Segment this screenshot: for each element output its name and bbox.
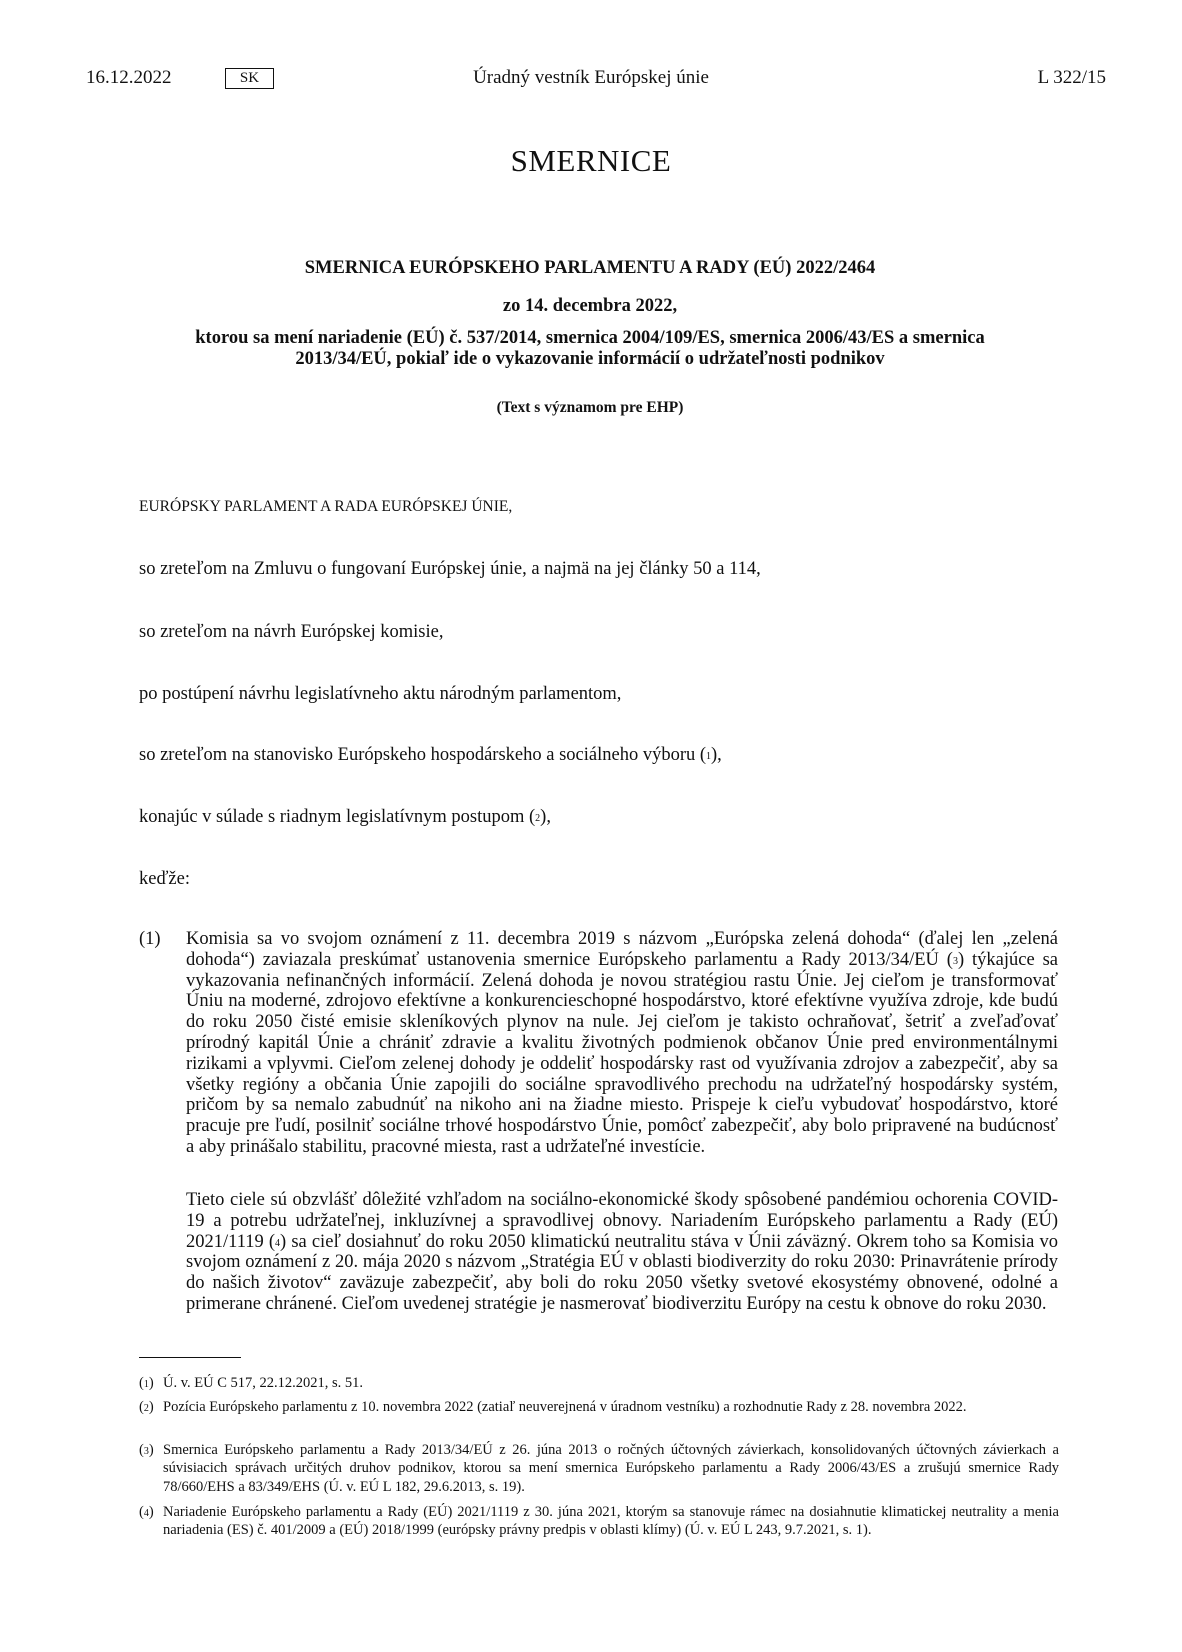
footnote: [139, 1503, 1059, 1540]
recital-paragraph: Komisia sa vo svojom oznámení z 11. decembra 2019 s názvom „Európska zelená dohoda“ (ďalej len „zelená dohoda“) zaviazala preskúmať ustanovenia smernice Európskeho parlamentu a Rady 2013/34/EÚ ($^3$) týkajúce sa vykazovania nefinančných informácií. Zelená dohoda je novou stratégiou rastu Únie. Jej cieľom je transformovať Úniu na moderné, zdrojovo efektívne a konkurencieschopné hospodárstvo, ktoré efektívne využíva zdroje, kde budú do roku 2050 čisté emisie skleníkových plynov na nule. Jej cieľom je takisto ochraňovať, šetriť a zveľaďovať prírodný kapitál Únie a chrániť zdravie a kvalitu životných podmienok občanov Únie pred environmentálnymi rizikami a vplyvmi. Cieľom zelenej dohody je oddeliť hospodársky rast od využívania zdrojov a zabezpečiť, aby sa všetky regióny a občania Únie zapojili do sociálne spravodlivého prechodu na udržateľný hospodársky systém, pričom by sa nemalo zabudnúť na nikoho ani na žiadne miesto. Prispeje k cieľu vybudovať hospodárstvo, ktoré pracuje pre ľudí, posilniť sociálne trhové hospodárstvo Únie, pomôcť zabezpečiť, aby bolo pripravené na budúcnosť a aby prinášalo stabilitu, pracovné miesta, rast a udržateľné investície.: [186, 929, 1058, 1157]
directive-date: zo 14. decembra 2022,: [502, 296, 678, 316]
footnote-ref-3: 3: [952, 955, 958, 967]
directive-subject-line-1: ktorou sa mení nariadenie (EÚ) č. 537/2014, smernica 2004/109/ES, smernica 2006/43/ES a smernica: [195, 328, 985, 348]
header-date: 16.12.2022: [86, 67, 172, 88]
document-type-heading: SMERNICE: [510, 143, 672, 178]
preamble-citation-5: konajúc v súlade s riadnym legislatívnym postupom ($^2$),: [139, 807, 551, 827]
footnote: [139, 1398, 1059, 1416]
footnote-number: ($^1$): [139, 1375, 154, 1391]
footnote-ref-4: 4: [275, 1237, 281, 1249]
footnote-text: Smernica Európskeho parlamentu a Rady 2013/34/EÚ z 26. júna 2013 o ročných účtovných závierkach, konsolidovaných účtovných závierkach a súvisiacich správach určitých druhov podnikov, ktorou sa mení smernica Európskeho parlamentu a Rady 2006/43/ES a zrušujú smernice Rady 78/660/EHS a 83/349/EHS (Ú. v. EÚ L 182, 29.6.2013, s. 19).: [163, 1442, 1059, 1495]
footnote: [139, 1374, 1059, 1392]
recital-paragraph: Tieto ciele sú obzvlášť dôležité vzhľadom na sociálno-ekonomické škody spôsobené pandémiou ochorenia COVID-19 a potrebu udržateľnej, inkluzívnej a spravodlivej obnovy. Nariadením Európskeho parlamentu a Rady (EÚ) 2021/1119 ($^4$) sa cieľ dosiahnuť do roku 2050 klimatickú neutralitu stáva v Únii záväzný. Okrem toho sa Komisia vo svojom oznámení z 20. mája 2020 s názvom „Stratégia EÚ v oblasti biodiverzity do roku 2030: Prinavrátenie prírody do našich životov“ zaväzuje zabezpečiť, aby boli do roku 2050 všetky svetové ekosystémy obnovené, odolné a primerane chránené. Cieľom uvedenej stratégie je nasmerovať biodiverzitu Európy na cestu k obnove do roku 2030.: [186, 1190, 1058, 1314]
preamble-citation-4: so zreteľom na stanovisko Európskeho hospodárskeho a sociálneho výboru ($^1$),: [139, 745, 722, 765]
preamble-parliament: EURÓPSKY PARLAMENT A RADA EURÓPSKEJ ÚNIE,: [139, 498, 513, 515]
footnote-number: ($^4$): [139, 1504, 154, 1520]
footnote-ref-1: 1: [706, 751, 712, 762]
recital-number: (1): [139, 929, 161, 949]
preamble-citation-1: so zreteľom na Zmluvu o fungovaní Európskej únie, a najmä na jej články 50 a 114,: [139, 559, 761, 579]
whereas-label: keďže:: [139, 869, 190, 889]
footnote-ref-2: 2: [535, 813, 541, 824]
directive-subject: [120, 328, 1060, 370]
language-box: SK: [225, 68, 274, 89]
journal-name: Úradný vestník Európskej únie: [473, 67, 709, 88]
footnote-text: Ú. v. EÚ C 517, 22.12.2021, s. 51.: [163, 1375, 364, 1391]
footnote: [139, 1441, 1059, 1496]
directive-title: SMERNICA EURÓPSKEHO PARLAMENTU A RADY (EÚ) 2022/2464: [304, 258, 876, 278]
footnote-number: ($^3$): [139, 1442, 154, 1458]
directive-subject-line-2: 2013/34/EÚ, pokiaľ ide o vykazovanie informácií o udržateľnosti podnikov: [295, 349, 885, 369]
footnote-text: Pozícia Európskeho parlamentu z 10. novembra 2022 (zatiaľ neuverejnená v úradnom vestníku) a rozhodnutie Rady z 28. novembra 2022.: [163, 1399, 967, 1415]
footnote-number: ($^2$): [139, 1399, 154, 1415]
footnote-text: Nariadenie Európskeho parlamentu a Rady (EÚ) 2021/1119 z 30. júna 2021, ktorým sa stanovuje rámec na dosiahnutie klimatickej neutrality a menia nariadenia (ES) č. 401/2009 a (EÚ) 2018/1999 (európsky právny predpis v oblasti klímy) (Ú. v. EÚ L 243, 9.7.2021, s. 1).: [163, 1504, 1059, 1539]
page-reference: L 322/15: [1037, 67, 1106, 88]
preamble-citation-3: po postúpení návrhu legislatívneho aktu národným parlamentom,: [139, 684, 622, 704]
footnote-divider: [139, 1357, 241, 1358]
preamble-citation-2: so zreteľom na návrh Európskej komisie,: [139, 622, 444, 642]
eea-relevance-note: (Text s významom pre EHP): [496, 399, 684, 416]
